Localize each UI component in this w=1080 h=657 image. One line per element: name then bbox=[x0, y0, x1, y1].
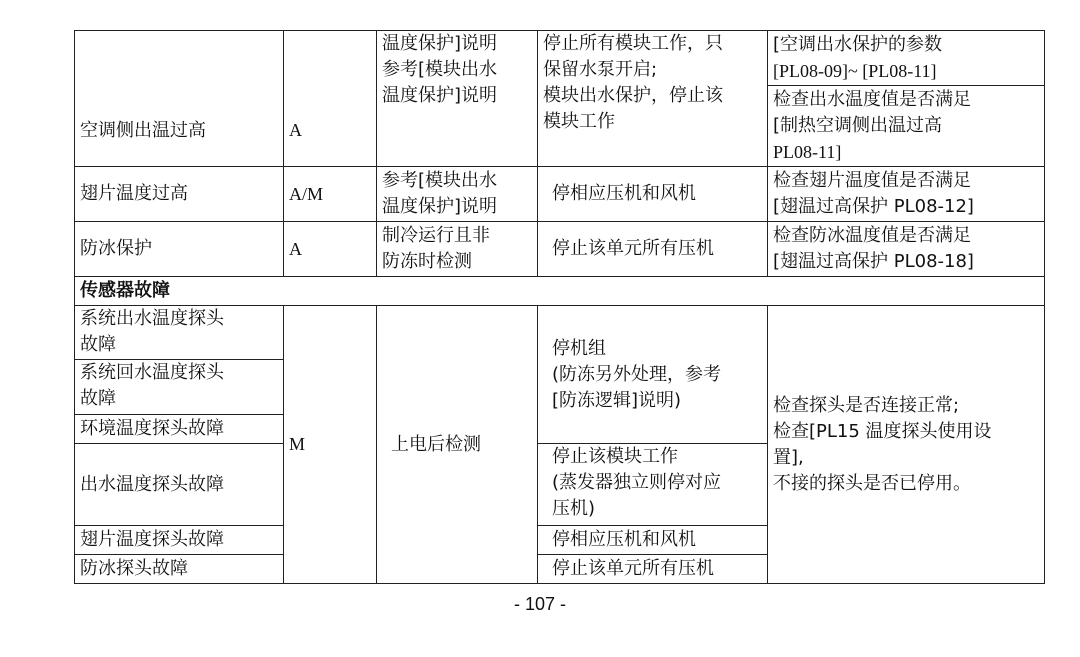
condition-cell: 制冷运行且非 防冻时检测 bbox=[377, 222, 538, 277]
action-cell: 停相应压机和风机 bbox=[538, 526, 768, 555]
check-cell: 检查翅片温度值是否满足 [翅温过高保护 PL08-12] bbox=[768, 167, 1045, 222]
fault-name-cell: 翅片温度探头故障 bbox=[75, 526, 284, 555]
code-cell: M bbox=[284, 306, 377, 584]
condition-cell bbox=[377, 31, 538, 167]
fault-name-cell: 翅片温度过高 bbox=[75, 167, 284, 222]
check-cell: [空调出水保护的参数 [PL08-09]~ [PL08-11] bbox=[768, 31, 1045, 86]
condition-line: 参考[模块出水 bbox=[382, 59, 498, 80]
fault-name-cell: 出水温度探头故障 bbox=[75, 444, 284, 526]
check-cell: 检查探头是否连接正常; 检查[PL15 温度探头使用设 置], 不接的探头是否已停用。 bbox=[768, 306, 1045, 584]
condition-cell: 参考[模块出水 温度保护]说明 bbox=[377, 167, 538, 222]
action-cell: 停机组 (防冻另外处理，参考 [防冻逻辑]说明) bbox=[538, 306, 768, 444]
fault-name-cell: 防冰保护 bbox=[75, 222, 284, 277]
fault-name-cell: 系统出水温度探头 故障 bbox=[75, 306, 284, 360]
check-cell: 检查防冰温度值是否满足 [翅温过高保护 PL08-18] bbox=[768, 222, 1045, 277]
table-row bbox=[75, 31, 1045, 86]
condition-cell: 上电后检测 bbox=[377, 306, 538, 584]
table-row bbox=[75, 167, 1045, 222]
fault-name-cell: 防冰探头故障 bbox=[75, 555, 284, 584]
fault-name-cell: 系统回水温度探头 故障 bbox=[75, 360, 284, 415]
action-cell: 停止该单元所有压机 bbox=[538, 555, 768, 584]
action-cell: 停相应压机和风机 bbox=[538, 167, 768, 222]
code-cell: A bbox=[284, 222, 377, 277]
check-cell: 检查出水温度值是否满足 [制热空调侧出温过高 PL08-11] bbox=[768, 86, 1045, 167]
action-cell: 停止该单元所有压机 bbox=[538, 222, 768, 277]
condition-line: 温度保护]说明 bbox=[382, 85, 498, 106]
page-number: - 107 - bbox=[513, 594, 567, 614]
fault-name-cell: 环境温度探头故障 bbox=[75, 415, 284, 444]
fault-name-cell: 空调侧出温过高 bbox=[75, 31, 284, 167]
condition-line: 温度保护]说明 bbox=[382, 33, 498, 54]
action-cell: 停止该模块工作 (蒸发器独立则停对应 压机) bbox=[538, 444, 768, 526]
section-row bbox=[75, 277, 1045, 306]
fault-table bbox=[74, 30, 1045, 584]
action-cell: 停止所有模块工作，只 保留水泵开启; 模块出水保护，停止该 模块工作 bbox=[538, 31, 768, 167]
table-row bbox=[75, 222, 1045, 277]
code-cell: A bbox=[284, 31, 377, 167]
table-row bbox=[75, 306, 1045, 360]
section-title: 传感器故障 bbox=[75, 277, 1045, 306]
code-cell: A/M bbox=[284, 167, 377, 222]
